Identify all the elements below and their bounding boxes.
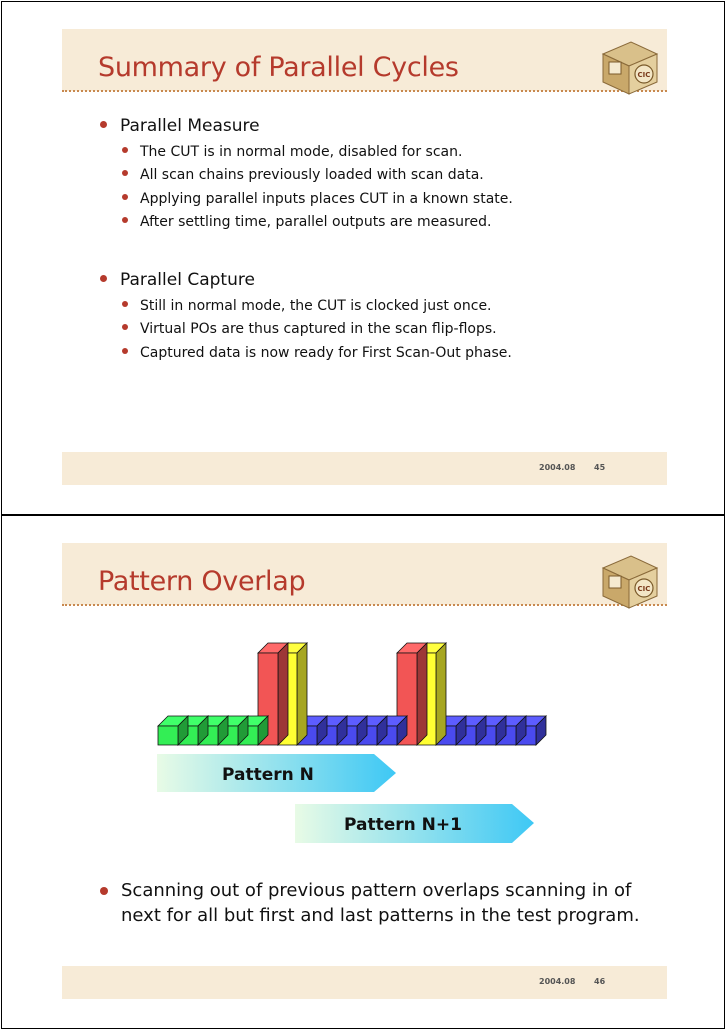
bullet-parallel-measure: Parallel Measure xyxy=(100,116,260,136)
paragraph-line-2: next for all but first and last patterns in the test program. xyxy=(121,905,640,926)
page-number: 45 xyxy=(594,463,606,472)
logo-text: CIC xyxy=(637,585,651,593)
bullet-dot-icon xyxy=(122,324,128,330)
bullet-dot-icon xyxy=(122,348,128,354)
sub-bullet: Captured data is now ready for First Scan-Out phase. xyxy=(122,345,512,361)
slide-46 xyxy=(1,515,725,1029)
cic-logo-icon xyxy=(595,32,665,98)
bullet-dot-icon xyxy=(122,147,128,153)
green-cell xyxy=(158,726,178,745)
capture-bar-yellow-side xyxy=(436,643,446,745)
title-underline xyxy=(62,90,667,92)
pattern-overlap-diagram xyxy=(2,516,725,936)
sub-bullet: The CUT is in normal mode, disabled for scan. xyxy=(122,144,462,160)
slide-45 xyxy=(1,1,725,515)
footer-date: 2004.08 xyxy=(539,463,576,472)
bullet-dot-icon xyxy=(122,301,128,307)
sub-bullet: All scan chains previously loaded with scan data. xyxy=(122,167,484,183)
bullet-dot-icon xyxy=(122,217,128,223)
bullet-dot-icon xyxy=(100,887,108,895)
sub-bullet: After settling time, parallel outputs are measured. xyxy=(122,214,491,230)
bullet-dot-icon xyxy=(122,170,128,176)
page-number: 46 xyxy=(594,977,606,986)
capture-bar-yellow-side xyxy=(297,643,307,745)
bullet-dot-icon xyxy=(100,275,107,282)
capture-bar-red-side xyxy=(417,643,427,745)
bullet-parallel-capture: Parallel Capture xyxy=(100,270,255,290)
scan-chain xyxy=(158,643,546,745)
paragraph-line-1: Scanning out of previous pattern overlaps scanning in of xyxy=(121,880,632,901)
bullet-dot-icon xyxy=(122,194,128,200)
footer-date: 2004.08 xyxy=(539,977,576,986)
pattern-n-arrow xyxy=(157,754,396,792)
pattern-n-label: Pattern N xyxy=(222,765,314,785)
sub-bullet: Still in normal mode, the CUT is clocked just once. xyxy=(122,298,492,314)
slide-title: Pattern Overlap xyxy=(98,566,306,597)
capture-bar-red-side xyxy=(278,643,288,745)
pattern-n-plus-1-label: Pattern N+1 xyxy=(344,815,462,835)
sub-bullet: Applying parallel inputs places CUT in a known state. xyxy=(122,191,513,207)
pattern-n-plus-1-arrow xyxy=(295,804,534,843)
sub-bullet: Virtual POs are thus captured in the scan flip-flops. xyxy=(122,321,497,337)
logo-text: CIC xyxy=(637,71,651,79)
footer-band xyxy=(62,966,667,999)
slide-title: Summary of Parallel Cycles xyxy=(98,52,459,83)
bullet-dot-icon xyxy=(100,121,107,128)
footer-band xyxy=(62,452,667,485)
